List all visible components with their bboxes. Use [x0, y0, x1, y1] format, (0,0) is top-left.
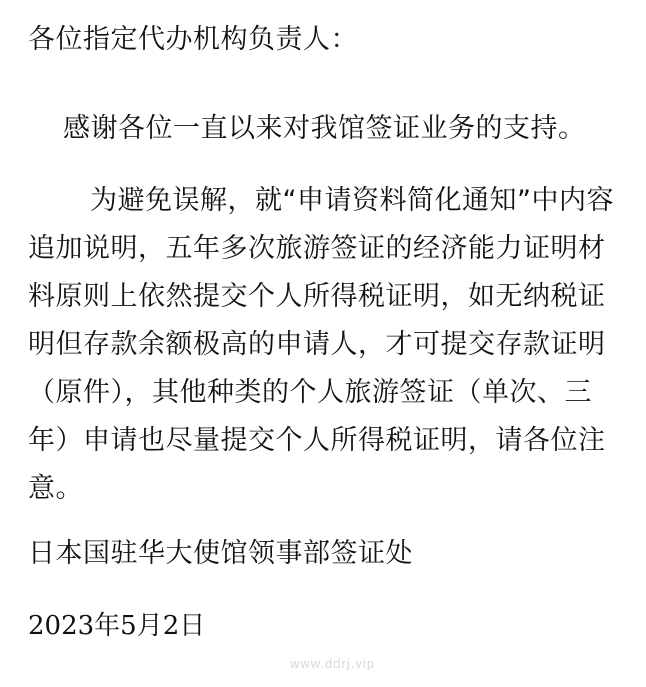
body-line-1: 为避免误解，就“申请资料简化通知”中内容 — [90, 185, 614, 216]
body-line-3: 料原则上依然提交个人所得税证明，如无纳税证 — [28, 281, 606, 312]
notice-body-paragraph — [28, 177, 618, 513]
signature-line: 日本国驻华大使馆领事部签证处 — [28, 538, 413, 569]
body-line-4: 明但存款余额极高的申请人，才可提交存款证明 — [28, 329, 606, 360]
body-line-7: 意。 — [28, 473, 83, 504]
thanks-line: 感谢各位一直以来对我馆签证业务的支持。 — [63, 113, 586, 144]
watermark-text: www.ddrj.vip — [290, 656, 375, 671]
body-line-6: 年）申请也尽量提交个人所得税证明，请各位注 — [28, 425, 606, 456]
greeting-line: 各位指定代办机构负责人： — [28, 24, 358, 55]
body-line-5: （原件），其他种类的个人旅游签证（单次、三 — [28, 377, 592, 408]
body-line-2: 追加说明，五年多次旅游签证的经济能力证明材 — [28, 233, 606, 264]
date-line: 2023年5月2日 — [28, 611, 206, 641]
